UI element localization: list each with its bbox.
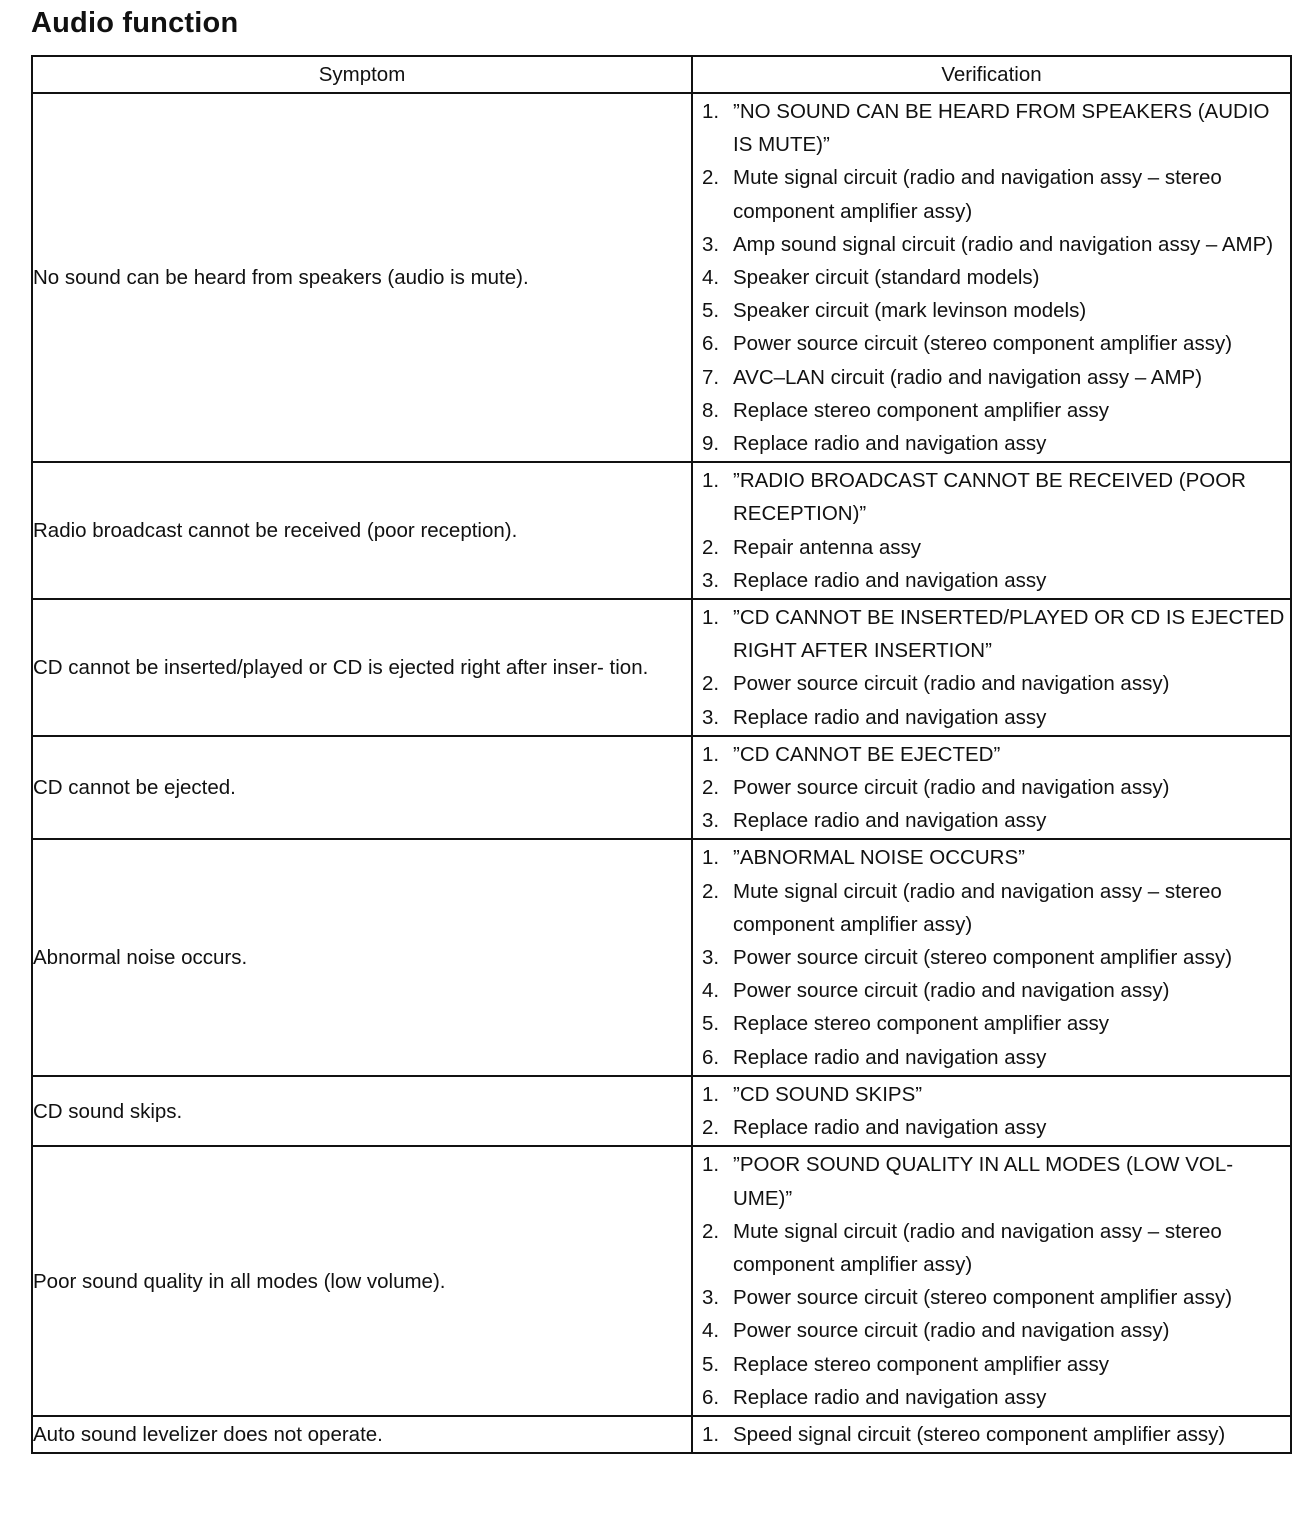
verification-step — [702, 427, 1286, 460]
table-row — [32, 93, 1291, 462]
step-number: 3. — [702, 946, 720, 970]
table-row — [32, 1146, 1291, 1416]
step-text: ”POOR SOUND QUALITY IN ALL MODES (LOW VOL- UME)” — [733, 1153, 1234, 1210]
step-number: 5. — [702, 1352, 720, 1376]
verification-cell — [692, 93, 1291, 462]
step-text: Power source circuit (radio and navigation assy) — [733, 1319, 1170, 1343]
step-text: Power source circuit (stereo component amplifier assy) — [733, 946, 1233, 970]
step-number: 1. — [702, 1153, 720, 1177]
step-text: Replace radio and navigation assy — [733, 809, 1047, 833]
verification-step — [702, 1281, 1286, 1314]
step-text: Replace stereo component amplifier assy — [733, 1352, 1110, 1376]
verification-step — [702, 667, 1286, 700]
step-text: ”CD CANNOT BE EJECTED” — [733, 742, 1001, 766]
verification-step — [702, 1007, 1286, 1040]
verification-steps — [693, 840, 1290, 1074]
step-text: ”NO SOUND CAN BE HEARD FROM SPEAKERS (AUDIO IS MUTE)” — [733, 100, 1270, 157]
verification-steps — [693, 1147, 1290, 1415]
table-row — [32, 839, 1291, 1075]
table-row — [32, 1076, 1291, 1146]
step-number: 4. — [702, 1319, 720, 1343]
verification-step — [702, 841, 1286, 874]
header-row — [32, 56, 1291, 93]
verification-cell — [692, 1416, 1291, 1453]
verification-step — [702, 941, 1286, 974]
verification-step — [702, 601, 1286, 667]
step-number: 4. — [702, 266, 720, 290]
verification-step — [702, 738, 1286, 771]
verification-steps — [693, 1417, 1290, 1452]
verification-cell — [692, 462, 1291, 599]
verification-step — [702, 95, 1286, 161]
step-number: 2. — [702, 879, 720, 903]
verification-step — [702, 1418, 1286, 1451]
symptom-cell: Radio broadcast cannot be received (poor reception). — [32, 462, 692, 599]
symptom-cell: CD sound skips. — [32, 1076, 692, 1146]
step-number: 5. — [702, 1012, 720, 1036]
step-number: 6. — [702, 332, 720, 356]
verification-header: Verification — [692, 56, 1291, 93]
step-number: 3. — [702, 705, 720, 729]
verification-step — [702, 1111, 1286, 1144]
step-number: 1. — [702, 846, 720, 870]
verification-step — [702, 1215, 1286, 1281]
step-text: ”ABNORMAL NOISE OCCURS” — [733, 846, 1025, 870]
verification-cell — [692, 839, 1291, 1075]
verification-step — [702, 394, 1286, 427]
symptom-cell: Auto sound levelizer does not operate. — [32, 1416, 692, 1453]
step-number: 3. — [702, 232, 720, 256]
verification-cell — [692, 736, 1291, 840]
verification-steps — [693, 1077, 1290, 1145]
verification-step — [702, 1078, 1286, 1111]
verification-step — [702, 1148, 1286, 1214]
step-number: 6. — [702, 1385, 720, 1409]
step-number: 5. — [702, 299, 720, 323]
step-number: 2. — [702, 776, 720, 800]
step-text: Speaker circuit (mark levinson models) — [733, 299, 1087, 323]
table-row — [32, 599, 1291, 736]
step-text: Replace stereo component amplifier assy — [733, 398, 1110, 422]
step-text: ”RADIO BROADCAST CANNOT BE RECEIVED (POOR RECEPTION)” — [733, 469, 1246, 526]
step-number: 1. — [702, 469, 720, 493]
verification-step — [702, 771, 1286, 804]
symptom-cell: Poor sound quality in all modes (low volume). — [32, 1146, 692, 1416]
step-text: Power source circuit (radio and navigation assy) — [733, 979, 1170, 1003]
step-number: 4. — [702, 979, 720, 1003]
step-number: 1. — [702, 100, 720, 123]
step-number: 1. — [702, 606, 720, 630]
table-row — [32, 1416, 1291, 1453]
verification-step — [702, 564, 1286, 597]
step-text: Replace radio and navigation assy — [733, 1116, 1047, 1140]
step-number: 2. — [702, 1116, 720, 1140]
verification-steps — [693, 737, 1290, 839]
verification-step — [702, 531, 1286, 564]
verification-steps — [693, 94, 1290, 461]
verification-step — [702, 1348, 1286, 1381]
verification-step — [702, 327, 1286, 360]
verification-step — [702, 875, 1286, 941]
step-text: Power source circuit (radio and navigation assy) — [733, 672, 1170, 696]
step-text: Amp sound signal circuit (radio and navigation assy – AMP) — [733, 232, 1274, 256]
step-number: 1. — [702, 742, 720, 766]
verification-step — [702, 261, 1286, 294]
verification-step — [702, 294, 1286, 327]
symptom-header: Symptom — [32, 56, 692, 93]
step-text: Mute signal circuit (radio and navigation assy – stereo component amplifier assy) — [733, 166, 1222, 223]
page-title: Audio function — [31, 7, 239, 39]
step-number: 7. — [702, 365, 720, 389]
verification-step — [702, 1381, 1286, 1414]
verification-step — [702, 1041, 1286, 1074]
step-text: Replace radio and navigation assy — [733, 568, 1047, 592]
verification-step — [702, 1314, 1286, 1347]
symptom-cell: No sound can be heard from speakers (audio is mute). — [32, 93, 692, 462]
step-text: ”CD CANNOT BE INSERTED/PLAYED OR CD IS EJECTED RIGHT AFTER INSERTION” — [733, 606, 1285, 663]
step-text: AVC–LAN circuit (radio and navigation assy – AMP) — [733, 365, 1203, 389]
step-text: Power source circuit (radio and navigation assy) — [733, 776, 1170, 800]
step-number: 2. — [702, 535, 720, 559]
step-number: 3. — [702, 1286, 720, 1310]
step-number: 1. — [702, 1422, 720, 1446]
verification-cell — [692, 599, 1291, 736]
table-row — [32, 736, 1291, 840]
step-number: 8. — [702, 398, 720, 422]
step-text: Replace radio and navigation assy — [733, 432, 1047, 456]
step-text: Power source circuit (stereo component amplifier assy) — [733, 1286, 1233, 1310]
step-number: 1. — [702, 1082, 720, 1106]
step-text: Replace radio and navigation assy — [733, 1045, 1047, 1069]
symptom-cell: Abnormal noise occurs. — [32, 839, 692, 1075]
step-text: Mute signal circuit (radio and navigation assy – stereo component amplifier assy) — [733, 1219, 1222, 1276]
table-row — [32, 462, 1291, 599]
symptom-cell: CD cannot be ejected. — [32, 736, 692, 840]
step-number: 2. — [702, 672, 720, 696]
step-text: Speed signal circuit (stereo component amplifier assy) — [733, 1422, 1226, 1446]
verification-step — [702, 161, 1286, 227]
step-text: Mute signal circuit (radio and navigation assy – stereo component amplifier assy) — [733, 879, 1222, 936]
step-number: 3. — [702, 568, 720, 592]
verification-step — [702, 228, 1286, 261]
audio-function-table — [31, 55, 1292, 1454]
verification-cell — [692, 1076, 1291, 1146]
step-text: Replace stereo component amplifier assy — [733, 1012, 1110, 1036]
step-text: Replace radio and navigation assy — [733, 1385, 1047, 1409]
step-text: Repair antenna assy — [733, 535, 922, 559]
step-number: 2. — [702, 166, 720, 190]
verification-steps — [693, 463, 1290, 598]
step-text: Power source circuit (stereo component amplifier assy) — [733, 332, 1233, 356]
table-body — [32, 93, 1291, 1453]
step-number: 6. — [702, 1045, 720, 1069]
step-number: 9. — [702, 432, 720, 456]
verification-cell — [692, 1146, 1291, 1416]
step-text: ”CD SOUND SKIPS” — [733, 1082, 923, 1106]
step-text: Replace radio and navigation assy — [733, 705, 1047, 729]
verification-step — [702, 464, 1286, 530]
symptom-cell: CD cannot be inserted/played or CD is ejected right after inser- tion. — [32, 599, 692, 736]
verification-step — [702, 974, 1286, 1007]
step-text: Speaker circuit (standard models) — [733, 266, 1040, 290]
verification-steps — [693, 600, 1290, 735]
verification-step — [702, 361, 1286, 394]
verification-step — [702, 804, 1286, 837]
step-number: 2. — [702, 1219, 720, 1243]
verification-step — [702, 701, 1286, 734]
step-number: 3. — [702, 809, 720, 833]
